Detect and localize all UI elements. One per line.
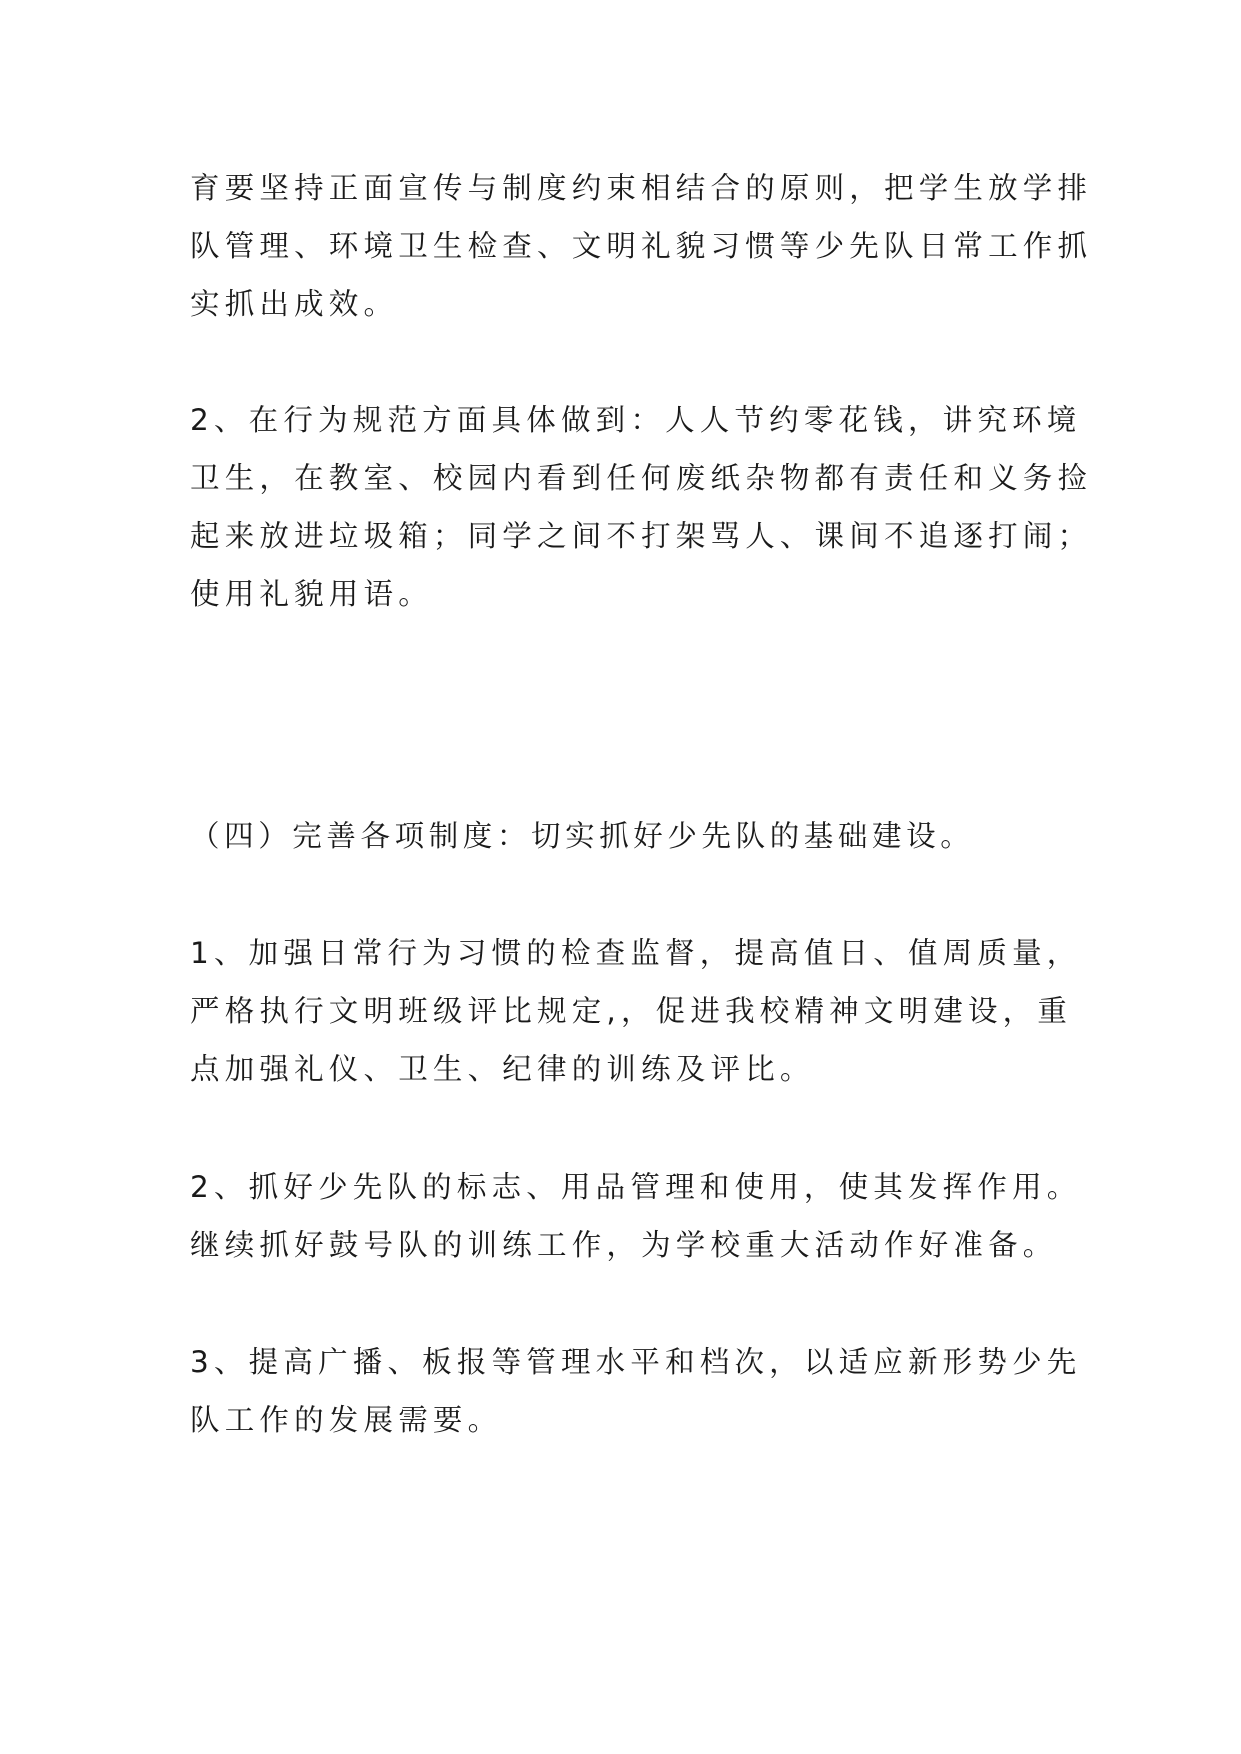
paragraph-behavior-norms — [190, 391, 1093, 623]
text-line: 育要坚持正面宣传与制度约束相结合的原则，把学生放学排 — [190, 171, 1093, 205]
text-line: 继续抓好鼓号队的训练工作，为学校重大活动作好准备。 — [190, 1228, 1058, 1262]
section-heading — [190, 807, 1060, 865]
list-item-1 — [190, 924, 1082, 1098]
text-line: 2、在行为规范方面具体做到：人人节约零花钱，讲究环境 — [190, 403, 1082, 437]
text-line: 2、抓好少先队的标志、用品管理和使用，使其发挥作用。 — [190, 1170, 1082, 1204]
text-line: 卫生，在教室、校园内看到任何废纸杂物都有责任和义务捡 — [190, 461, 1093, 495]
text-line: 3、提高广播、板报等管理水平和档次，以适应新形势少先 — [190, 1345, 1082, 1379]
paragraph-continuation — [190, 159, 1093, 333]
text-line: 使用礼貌用语。 — [190, 577, 433, 611]
text-line: 起来放进垃圾箱；同学之间不打架骂人、课间不追逐打闹； — [190, 519, 1093, 553]
heading-text: （四）完善各项制度：切实抓好少先队的基础建设。 — [190, 819, 975, 853]
list-item-2 — [190, 1158, 1082, 1274]
text-line: 1、加强日常行为习惯的检查监督，提高值日、值周质量， — [190, 936, 1082, 970]
text-line: 实抓出成效。 — [190, 287, 399, 321]
text-line: 点加强礼仪、卫生、纪律的训练及评比。 — [190, 1052, 815, 1086]
text-line: 严格执行文明班级评比规定,，促进我校精神文明建设，重 — [190, 994, 1073, 1028]
text-line: 队工作的发展需要。 — [190, 1403, 503, 1437]
text-line: 队管理、环境卫生检查、文明礼貌习惯等少先队日常工作抓 — [190, 229, 1093, 263]
list-item-3 — [190, 1333, 1082, 1449]
